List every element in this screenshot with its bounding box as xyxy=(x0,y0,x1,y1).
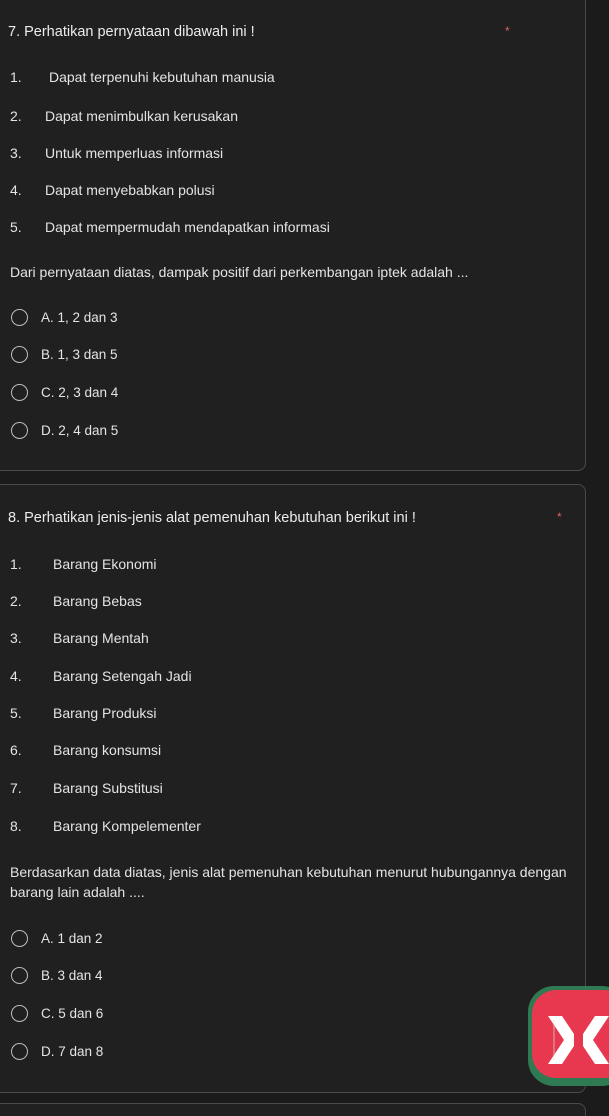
radio-button[interactable] xyxy=(11,1005,28,1022)
statement-number: 1. xyxy=(10,556,22,572)
statement-number: 3. xyxy=(10,145,22,161)
option-8a[interactable] xyxy=(11,927,103,949)
statement-number: 2. xyxy=(10,108,22,124)
radio-button[interactable] xyxy=(11,346,28,363)
required-asterisk-7: * xyxy=(505,24,510,38)
question-card-next xyxy=(0,1103,586,1116)
statement-text: Dapat menyebabkan polusi xyxy=(45,182,215,198)
statement-text: Barang konsumsi xyxy=(53,742,162,758)
option-label: B. 3 dan 4 xyxy=(41,967,103,983)
option-7d[interactable] xyxy=(11,419,118,441)
statement-number: 5. xyxy=(10,219,22,235)
radio-button[interactable] xyxy=(11,422,28,439)
statement-text: Barang Substitusi xyxy=(53,780,163,796)
statement-item xyxy=(10,556,157,572)
question-prompt-8: Berdasarkan data diatas, jenis alat pemenuhan kebutuhan menurut hubungannya dengan barang lain adalah .... xyxy=(10,864,567,900)
option-label: B. 1, 3 dan 5 xyxy=(41,346,118,362)
statement-item xyxy=(10,780,163,796)
option-7a[interactable] xyxy=(11,306,118,328)
statement-text: Barang Bebas xyxy=(53,593,142,609)
statement-number: 6. xyxy=(10,742,22,758)
option-8c[interactable] xyxy=(11,1002,103,1024)
statement-item xyxy=(10,742,162,758)
statement-text: Barang Setengah Jadi xyxy=(53,668,192,684)
statement-text: Dapat mempermudah mendapatkan informasi xyxy=(45,219,330,235)
option-label: A. 1 dan 2 xyxy=(41,930,103,946)
statement-text: Barang Mentah xyxy=(53,630,149,646)
option-label: C. 2, 3 dan 4 xyxy=(41,384,119,400)
statement-item xyxy=(10,630,149,646)
statement-text: Untuk memperluas informasi xyxy=(45,145,224,161)
statement-text: Dapat terpenuhi kebutuhan manusia xyxy=(49,69,275,85)
statement-number: 1. xyxy=(10,69,22,85)
statement-item xyxy=(10,593,142,609)
question-title-8: 8. Perhatikan jenis-jenis alat pemenuhan kebutuhan berikut ini ! xyxy=(8,510,416,526)
statement-number: 4. xyxy=(10,182,22,198)
option-label: D. 2, 4 dan 5 xyxy=(41,422,119,438)
statement-text: Barang Ekonomi xyxy=(53,556,157,572)
radio-button[interactable] xyxy=(11,384,28,401)
statement-number: 8. xyxy=(10,818,22,834)
question-title-7: 7. Perhatikan pernyataan dibawah ini ! xyxy=(8,24,255,40)
statement-number: 3. xyxy=(10,630,22,646)
option-7b[interactable] xyxy=(11,343,118,365)
option-label: D. 7 dan 8 xyxy=(41,1043,104,1059)
statement-item xyxy=(10,182,215,198)
statement-text: Barang Produksi xyxy=(53,705,157,721)
statement-item xyxy=(10,668,192,684)
radio-button[interactable] xyxy=(11,967,28,984)
x-glyph-icon xyxy=(548,1012,609,1068)
statement-number: 4. xyxy=(10,668,22,684)
option-label: A. 1, 2 dan 3 xyxy=(41,309,118,325)
statement-number: 2. xyxy=(10,593,22,609)
statement-item xyxy=(10,145,224,161)
statement-item xyxy=(10,69,275,85)
question-prompt-7: Dari pernyataan diatas, dampak positif dari perkembangan iptek adalah ... xyxy=(10,264,469,280)
radio-button[interactable] xyxy=(11,309,28,326)
required-asterisk-8: * xyxy=(557,510,562,524)
statement-item xyxy=(10,818,201,834)
statement-item xyxy=(10,705,157,721)
statement-text: Dapat menimbulkan kerusakan xyxy=(45,108,238,124)
statement-text: Barang Kompelementer xyxy=(53,818,201,834)
option-8d[interactable] xyxy=(11,1040,103,1062)
statement-number: 5. xyxy=(10,705,22,721)
statement-item xyxy=(10,219,330,235)
statement-item xyxy=(10,108,238,124)
option-label: C. 5 dan 6 xyxy=(41,1005,104,1021)
radio-button[interactable] xyxy=(11,1043,28,1060)
option-8b[interactable] xyxy=(11,964,103,986)
option-7c[interactable] xyxy=(11,381,118,403)
radio-button[interactable] xyxy=(11,930,28,947)
statement-number: 7. xyxy=(10,780,22,796)
